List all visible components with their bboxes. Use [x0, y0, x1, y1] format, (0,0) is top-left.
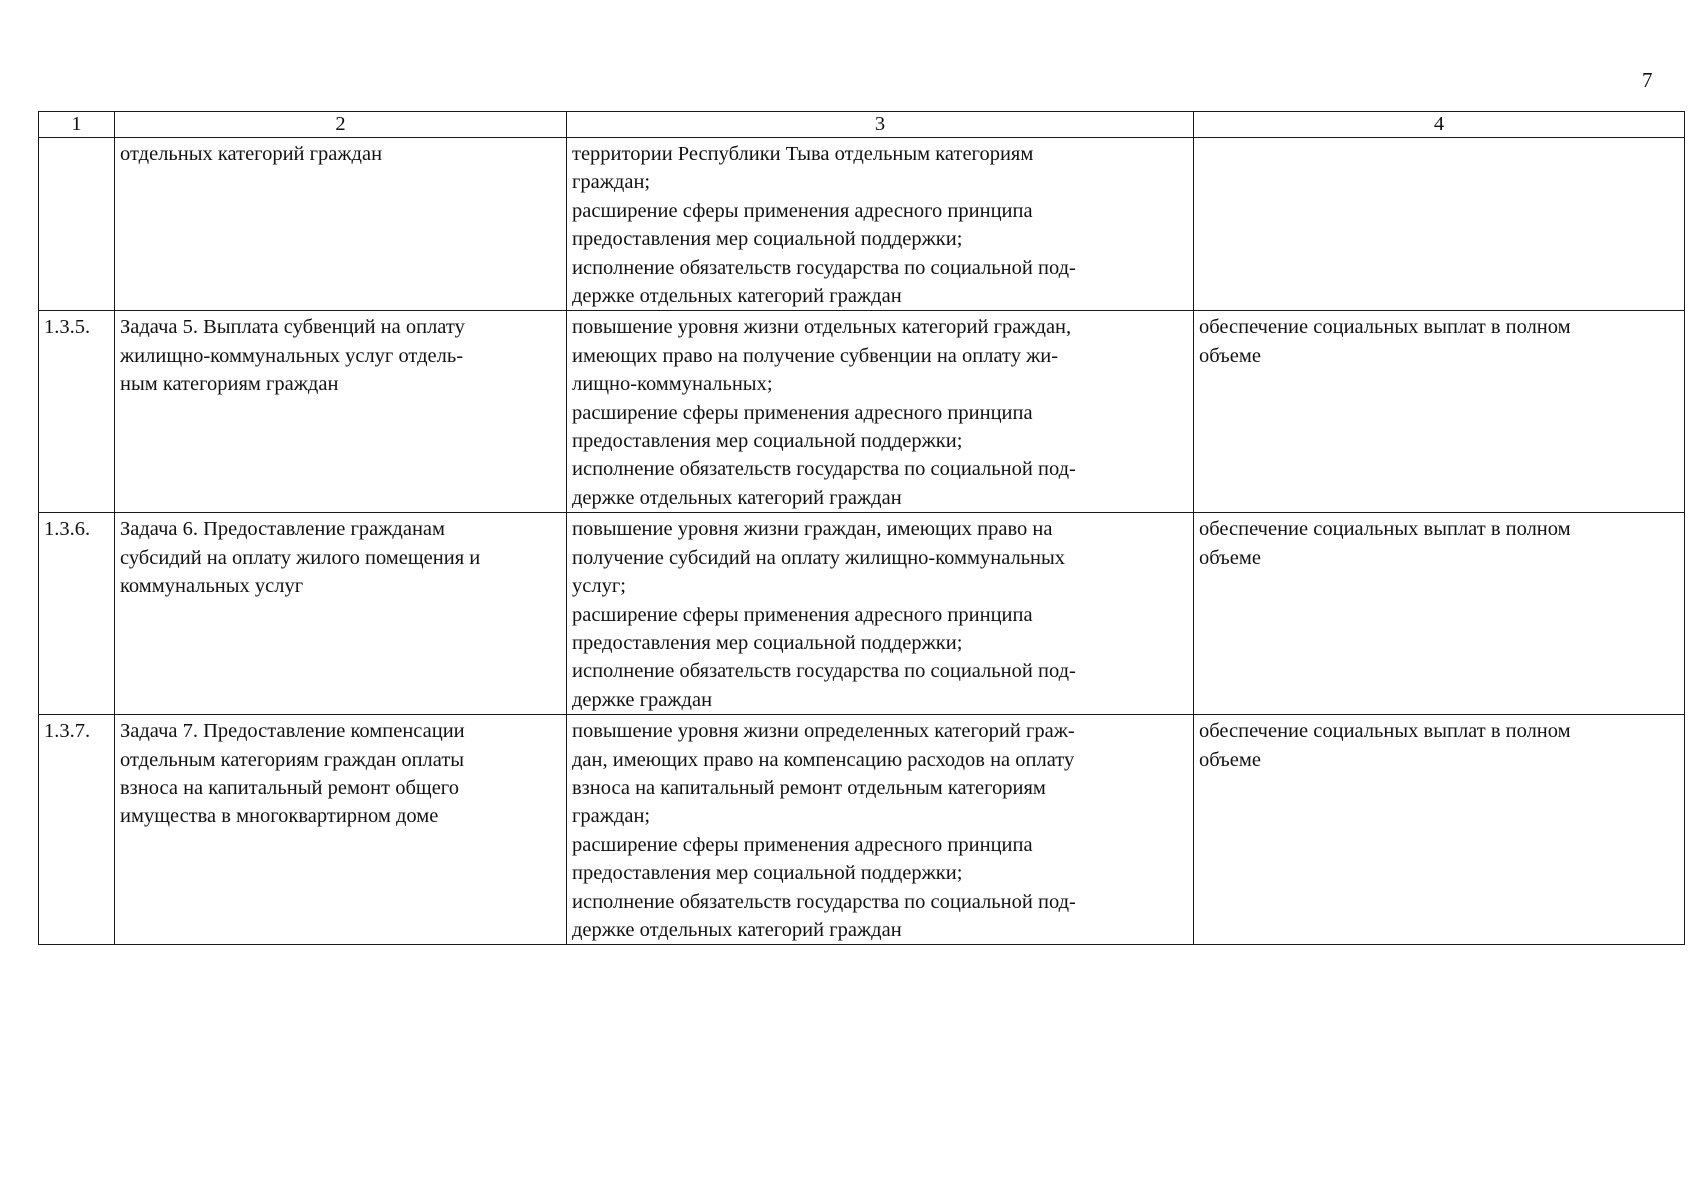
description-text-line: исполнение обязательств государства по социальной под- — [572, 256, 1076, 279]
description-cell — [567, 138, 1194, 311]
task-text-line: Задача 6. Предоставление гражданам — [120, 518, 445, 541]
description-text-line: повышение уровня жизни определенных категорий граж- — [572, 720, 1075, 743]
task-text-line: Задача 7. Предоставление компенсации — [120, 720, 465, 743]
task-text-line: жилищно-коммунальных услуг отдель- — [120, 344, 464, 367]
description-text-line: граждан; — [572, 171, 651, 194]
table-body — [39, 138, 1685, 945]
description-cell — [567, 715, 1194, 945]
description-text-line: получение субсидий на оплату жилищно-коммунальных — [572, 546, 1066, 569]
description-text-line: предоставления мер социальной поддержки; — [572, 430, 963, 453]
description-text-line: предоставления мер социальной поддержки; — [572, 862, 963, 885]
description-text-line: граждан; — [572, 805, 651, 828]
result-text-line: объеме — [1199, 344, 1261, 367]
header-row — [39, 112, 1685, 138]
page-number: 7 — [1642, 68, 1653, 92]
result-text-line: обеспечение социальных выплат в полном — [1199, 518, 1571, 541]
description-text-line: исполнение обязательств государства по социальной под- — [572, 660, 1076, 683]
task-text-line: взноса на капитальный ремонт общего — [120, 776, 459, 799]
description-text-line: лищно-коммунальных; — [572, 373, 773, 396]
result-cell — [1194, 715, 1685, 945]
description-text-line: территории Республики Тыва отдельным категориям — [572, 143, 1034, 165]
row-number-cell: 1.3.5. — [39, 311, 115, 513]
task-text-line: отдельных категорий граждан — [120, 143, 383, 165]
result-text-line: объеме — [1199, 546, 1261, 569]
table-row — [39, 715, 1685, 945]
description-text-line: расширение сферы применения адресного принципа — [572, 401, 1033, 424]
description-text-line: имеющих право на получение субвенции на оплату жи- — [572, 344, 1059, 367]
row-number-cell: 1.3.6. — [39, 513, 115, 715]
table-row — [39, 138, 1685, 311]
task-cell — [115, 138, 567, 311]
row-number-cell — [39, 138, 115, 311]
description-text-line: расширение сферы применения адресного принципа — [572, 833, 1033, 856]
description-text-line: исполнение обязательств государства по социальной под- — [572, 890, 1076, 913]
table-header — [39, 112, 1685, 138]
description-text-line: предоставления мер социальной поддержки; — [572, 631, 963, 654]
table-row — [39, 513, 1685, 715]
description-text-line: услуг; — [572, 575, 626, 598]
description-text-line: дан, имеющих право на компенсацию расходов на оплату — [572, 748, 1075, 771]
description-text-line: предоставления мер социальной поддержки; — [572, 228, 963, 251]
task-text-line: Задача 5. Выплата субвенций на оплату — [120, 316, 465, 339]
result-cell — [1194, 311, 1685, 513]
task-text-line: ным категориям граждан — [120, 373, 339, 396]
description-text-line: держке отдельных категорий граждан — [572, 486, 902, 509]
result-text-line: объеме — [1199, 748, 1261, 771]
task-text-line: коммунальных услуг — [120, 575, 304, 598]
task-text-line: субсидий на оплату жилого помещения и — [120, 546, 481, 569]
column-header-4: 4 — [1194, 112, 1685, 138]
task-cell — [115, 715, 567, 945]
table-row — [39, 311, 1685, 513]
description-text-line: расширение сферы применения адресного принципа — [572, 199, 1033, 222]
result-text-line: обеспечение социальных выплат в полном — [1199, 316, 1571, 339]
description-text-line: повышение уровня жизни отдельных категорий граждан, — [572, 316, 1072, 339]
description-text-line: повышение уровня жизни граждан, имеющих право на — [572, 518, 1053, 541]
column-header-2: 2 — [115, 112, 567, 138]
task-cell — [115, 513, 567, 715]
task-text-line: имущества в многоквартирном доме — [120, 805, 439, 828]
column-header-1: 1 — [39, 112, 115, 138]
description-text-line: держке граждан — [572, 688, 713, 711]
measures-table — [38, 111, 1685, 945]
result-cell — [1194, 513, 1685, 715]
description-text-line: держке отдельных категорий граждан — [572, 918, 902, 941]
description-cell — [567, 311, 1194, 513]
description-text-line: расширение сферы применения адресного принципа — [572, 603, 1033, 626]
description-text-line: взноса на капитальный ремонт отдельным категориям — [572, 776, 1046, 799]
row-number-cell: 1.3.7. — [39, 715, 115, 945]
description-text-line: держке отдельных категорий граждан — [572, 285, 902, 308]
description-cell — [567, 513, 1194, 715]
task-cell — [115, 311, 567, 513]
result-cell — [1194, 138, 1685, 311]
description-text-line: исполнение обязательств государства по социальной под- — [572, 458, 1076, 481]
task-text-line: отдельным категориям граждан оплаты — [120, 748, 465, 771]
result-text-line: обеспечение социальных выплат в полном — [1199, 720, 1571, 743]
column-header-3: 3 — [567, 112, 1194, 138]
